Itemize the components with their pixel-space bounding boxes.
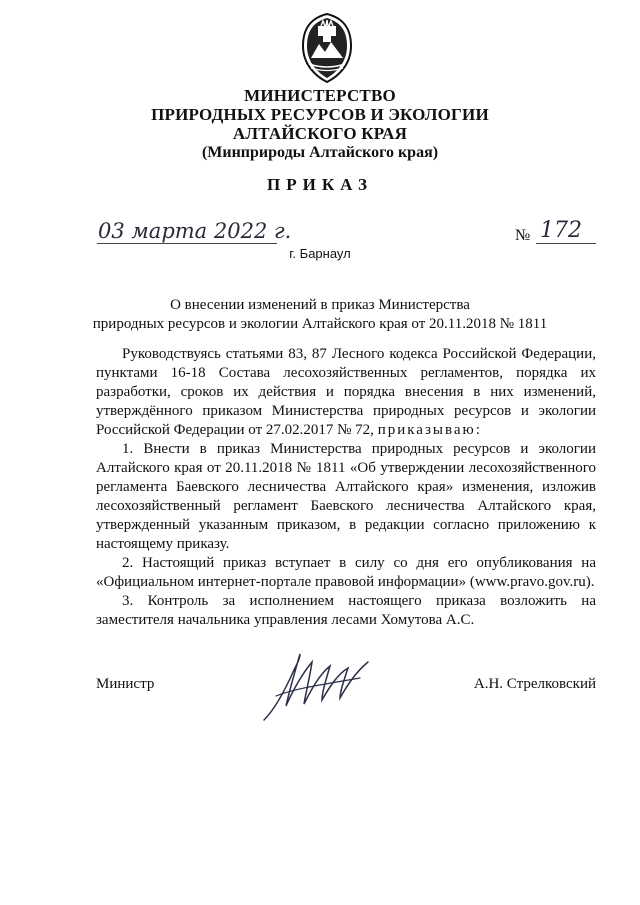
header-line-1: МИНИСТЕРСТВО (244, 86, 396, 105)
header-short-name: (Минприроды Алтайского края) (201, 144, 439, 161)
subject-line-1: О внесении изменений в приказ Министерства (170, 297, 470, 313)
signatory-role: Министр (96, 676, 155, 692)
order-item-2: 2. Настоящий приказ вступает в силу со дня его опубликования на «Официальном интернет-портале правовой информации» (www.pravo.gov.ru). (96, 555, 596, 590)
order-body (96, 345, 596, 630)
preamble-text: Руководствуясь статьями 83, 87 Лесного кодекса Российской Федерации, пунктами 16-18 Состава лесохозяйственных регламентов, порядка их разработки, сроков их действия и порядка внесения в них изменений, утверждённого приказом Министерства природных ресурсов и экологии Российской Федерации от 27.02.2017 № 72, (96, 346, 596, 438)
date-underline (97, 243, 277, 244)
coat-of-arms-icon (297, 12, 357, 84)
signature-graphic (256, 648, 386, 723)
order-item-1: 1. Внести в приказ Министерства природных ресурсов и экологии Алтайского края от 20.11.2018 № 1811 «Об утверждении лесохозяйственного регламента Баевского лесничества Алтайского края» изменения, изложив лесохозяйственный регламент Баевского лесничества Алтайского края, утвержденный указанным приказом, в редакции согласно приложению к настоящему приказу. (96, 441, 596, 552)
city-label: г. Барнаул (289, 246, 351, 261)
preamble-paragraph (96, 345, 596, 440)
subject-line-2: природных ресурсов и экологии Алтайского края от 20.11.2018 № 1811 (92, 316, 548, 332)
order-word: приказываю: (377, 422, 482, 438)
order-item-3: 3. Контроль за исполнением настоящего приказа возложить на заместителя начальника управления лесами Хомутова А.С. (96, 593, 596, 628)
order-subject (0, 296, 640, 334)
header-line-3: АЛТАЙСКОГО КРАЯ (232, 124, 408, 143)
number-underline (536, 243, 596, 244)
signature-block (96, 668, 596, 728)
handwritten-number: 172 (540, 218, 582, 243)
handwritten-date: 03 марта 2022 г. (98, 219, 292, 243)
header-line-2: ПРИРОДНЫХ РЕСУРСОВ И ЭКОЛОГИИ (151, 105, 489, 124)
number-label: № (515, 227, 531, 244)
ministry-header (0, 86, 640, 162)
document-type-title: ПРИКАЗ (267, 175, 373, 194)
signatory-name: А.Н. Стрелковский (473, 676, 596, 692)
